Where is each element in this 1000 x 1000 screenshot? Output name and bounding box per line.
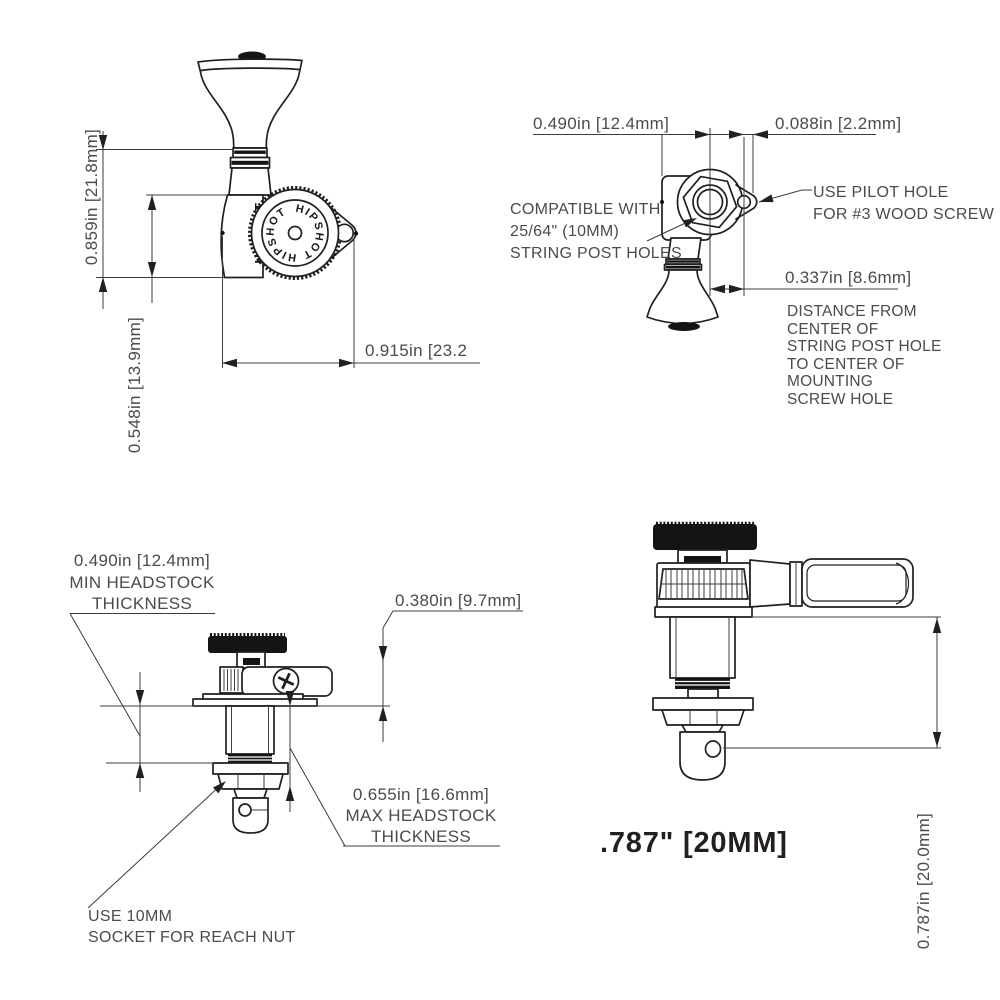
arrow-up (99, 277, 107, 292)
dim-screw-distance (710, 268, 911, 293)
washer (213, 763, 288, 774)
note-distance (787, 303, 942, 408)
dim-lines (146, 195, 227, 303)
threaded-bushing (226, 706, 274, 754)
note-distance-line6: SCREW HOLE (787, 391, 894, 408)
arrow-right-2 (729, 130, 744, 138)
mounting-plate-lower (193, 699, 317, 706)
arrow-right (339, 359, 354, 367)
mounting-plate-post-view (655, 607, 752, 617)
note-distance-line5: MOUNTING (787, 373, 873, 390)
leader-arrow (758, 194, 774, 205)
note-distance-line2: CENTER OF (787, 321, 879, 338)
key-arm (750, 560, 790, 607)
dim-lines (383, 611, 523, 742)
threaded-bushing-post-view (670, 617, 735, 678)
dim-post-center-text: 0.490in [12.4mm] (533, 114, 670, 133)
arrow-down (148, 262, 156, 277)
collar-band-2-fill (232, 161, 269, 165)
dim-max-headstock (286, 691, 500, 846)
dim-post-height (600, 617, 941, 949)
string-post-neck (682, 725, 723, 732)
knob-brand-textpath: HIPSHOT HIPSHOT (264, 202, 326, 264)
dim-screw-distance-text: 0.337in [8.6mm] (785, 268, 912, 287)
knob-stem-fill (684, 556, 721, 563)
arrow-down (933, 732, 941, 747)
collar-band-2-front-fill (666, 266, 701, 269)
dim-width-text: 0.915in [23.2 (365, 341, 468, 360)
key-paddle-front (647, 270, 718, 324)
arrow-right (695, 130, 710, 138)
mounted-view-part (100, 635, 390, 833)
dim-max-line1-text: 0.655in [16.6mm] (352, 785, 490, 804)
dim-max-line3-text: THICKNESS (371, 827, 471, 846)
arrow-up (148, 195, 156, 210)
note-pilot-line2: FOR #3 WOOD SCREW (813, 206, 995, 223)
reach-nut (218, 774, 283, 789)
arrow-left (710, 285, 725, 293)
note-distance-line1: DISTANCE FROM (787, 303, 917, 320)
post-view-part (653, 524, 913, 781)
string-post-neck (234, 789, 267, 798)
bushing-neck (688, 689, 718, 698)
note-compatible-line1: COMPATIBLE WITH (510, 201, 661, 218)
dim-lines (723, 617, 941, 748)
dim-min-line2-text: MIN HEADSTOCK (69, 573, 215, 592)
arrow-down (136, 690, 144, 705)
side-view (82, 52, 480, 454)
dim-min-headstock (69, 551, 215, 792)
note-distance-line3: STRING POST HOLE (787, 338, 942, 355)
arrow-up (286, 786, 294, 801)
dim-overall-height-text: 0.859in [21.8mm] (82, 128, 101, 266)
dim-lines (96, 131, 232, 309)
front-view (510, 114, 995, 408)
housing-edge-dot (660, 200, 664, 204)
dim-post-height-label-text: .787" [20MM] (600, 827, 788, 859)
dim-max-line2-text: MAX HEADSTOCK (345, 806, 497, 825)
key-paddle (198, 59, 302, 148)
note-pilot-line1: USE PILOT HOLE (813, 184, 949, 201)
right-extent-dot (354, 231, 358, 235)
dim-pilot-offset-text: 0.088in [2.2mm] (775, 114, 902, 133)
dim-clearance-text: 0.380in [9.7mm] (395, 591, 522, 610)
arrow-right (729, 285, 744, 293)
washer-post-view (653, 698, 753, 710)
tuning-knob-post-view (653, 524, 757, 550)
tuning-knob-mounted (208, 636, 287, 653)
arrow-left (753, 130, 768, 138)
post-view (600, 524, 941, 950)
arrow-down (379, 646, 387, 661)
arrow-up (933, 618, 941, 633)
key-bottom-bump (668, 322, 700, 331)
note-distance-line4: TO CENTER OF (787, 356, 905, 373)
string-post-barrel (680, 732, 725, 780)
key-shaft (229, 168, 271, 195)
reach-nut-post-view (662, 710, 744, 725)
dim-min-line1-text: 0.490in [12.4mm] (73, 551, 211, 570)
tuning-knob-face (252, 190, 339, 277)
knob-stem-fill (243, 658, 260, 665)
mounted-view (69, 551, 523, 946)
arrow-up (136, 763, 144, 778)
note-socket-line1: USE 10MM (88, 908, 173, 925)
key-handle (802, 559, 913, 607)
note-compatible-line3: STRING POST HOLES (510, 245, 682, 262)
left-extent-dot (220, 231, 224, 235)
dim-post-height-text: 0.787in [20.0mm] (914, 812, 933, 950)
dim-clearance (379, 591, 523, 742)
dim-body-height (125, 195, 227, 453)
dim-body-height-text: 0.548in [13.9mm] (125, 316, 144, 454)
note-pilot-hole (758, 184, 995, 223)
dim-min-line3-text: THICKNESS (92, 594, 192, 613)
leader-line (88, 784, 222, 908)
collar-band-1-fill (234, 151, 266, 154)
thread-band (228, 754, 272, 763)
string-post-barrel (233, 798, 268, 833)
thread-band (675, 678, 730, 689)
arrow-left (222, 359, 237, 367)
note-socket-line2: SOCKET FOR REACH NUT (88, 929, 296, 946)
dim-overall-height (82, 129, 232, 309)
note-compatible-line2: 25/64" (10MM) (510, 223, 620, 240)
arrow-up (379, 706, 387, 721)
